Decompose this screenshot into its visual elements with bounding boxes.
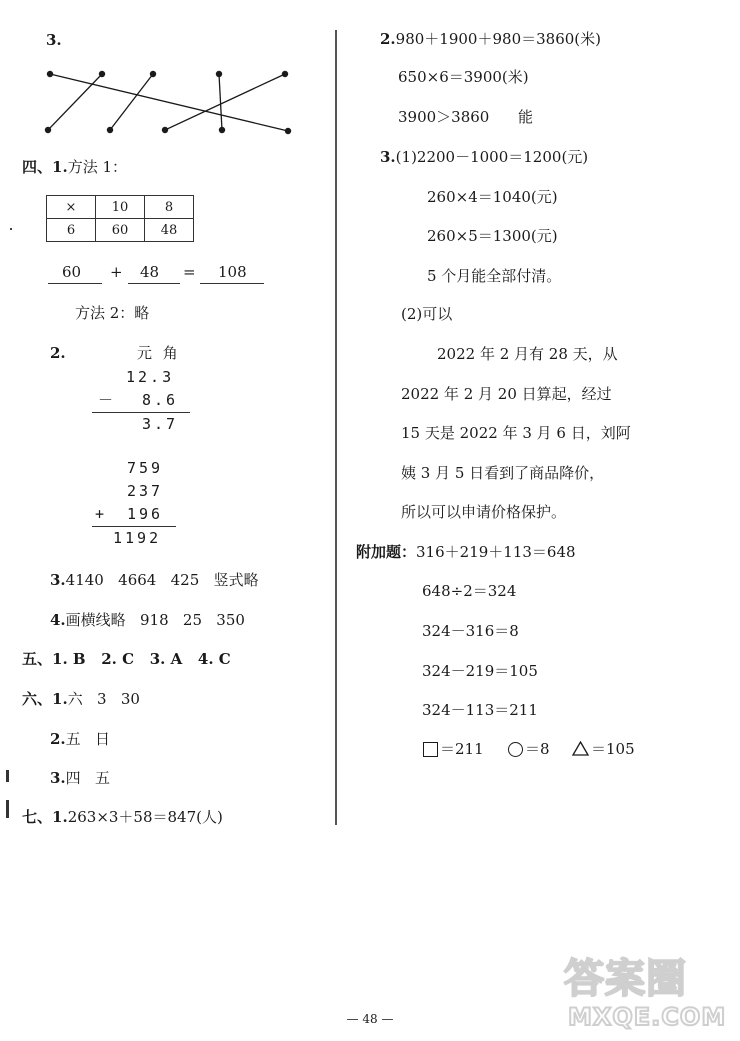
- section-6-question-1: [22, 692, 140, 707]
- matching-connecting-lines: [48, 74, 288, 131]
- underline: [200, 283, 264, 284]
- multiplication-table: [46, 195, 194, 242]
- section-7-heading: 七、: [22, 808, 53, 826]
- question-number: 2.: [50, 730, 66, 748]
- question-2-number: 2.: [50, 344, 66, 362]
- watermark-logo: [560, 945, 730, 1035]
- answer-text: 4140 4664 425 竖式略: [65, 571, 259, 589]
- match-line-2: [48, 74, 102, 130]
- plus-sign: +: [110, 263, 123, 281]
- match-line-1: [50, 74, 288, 131]
- answer-text: (1)2200－1000＝1200(元): [395, 148, 589, 166]
- table-row: [47, 219, 194, 242]
- table-cell: ×: [47, 196, 96, 219]
- calc-line: 260×4＝1040(元): [427, 188, 558, 206]
- square-value: ＝211: [440, 740, 484, 758]
- section-5: [22, 652, 231, 667]
- column-divider: [335, 30, 337, 825]
- units-header: 元 角: [137, 344, 178, 362]
- conclusion-line: 5 个月能全部付清。: [427, 267, 562, 285]
- section-4-question-1: [22, 160, 127, 175]
- right-question-2-line-3: 3900＞3860 能: [398, 108, 533, 126]
- table-cell: 60: [96, 219, 145, 242]
- sum-result: 108: [218, 263, 247, 281]
- question-number: 1.: [52, 808, 68, 826]
- answer-text: 四 五: [65, 769, 110, 787]
- bonus-step: 648÷2＝324: [422, 582, 517, 600]
- answer-text: 980＋1900＋980＝3860(米): [395, 30, 601, 48]
- answer-text: 六 3 30: [67, 690, 140, 708]
- answer-text: 五 日: [65, 730, 110, 748]
- table-cell: 10: [96, 196, 145, 219]
- question-number: 2.: [380, 30, 396, 48]
- section-6-question-2: [50, 732, 110, 747]
- answer-text: 画横线略 918 25 350: [65, 611, 245, 629]
- scan-mark: [6, 800, 9, 818]
- underline: [128, 283, 180, 284]
- page-number: — 48 —: [346, 1012, 394, 1026]
- paragraph-line: 姨 3 月 5 日看到了商品降价，: [401, 464, 605, 482]
- section-5-heading: 五、: [22, 650, 53, 668]
- bonus-heading: 附加题：: [356, 543, 417, 561]
- scan-mark: [10, 228, 12, 230]
- answer-text: 263×3＋58＝847(人): [67, 808, 223, 826]
- bonus-question: [356, 545, 576, 560]
- bonus-step: 324－219＝105: [422, 662, 538, 680]
- matching-lines-diagram: [0, 0, 335, 150]
- question-number: 3.: [380, 148, 396, 166]
- paragraph-line: 2022 年 2 月 20 日算起，经过: [401, 385, 612, 403]
- watermark-title: 答案圈: [564, 956, 687, 1002]
- question-number: 3.: [50, 571, 66, 589]
- total: 1192: [113, 529, 162, 547]
- question-number: 1.: [52, 158, 68, 176]
- question-4-answer: [50, 613, 245, 628]
- underline: [48, 283, 102, 284]
- match-line-4: [219, 74, 222, 130]
- section-6-question-3: [50, 771, 110, 786]
- match-line-5: [165, 74, 285, 130]
- square-icon: [423, 742, 438, 757]
- minus-sign: －: [98, 391, 114, 409]
- bonus-step: 324－316＝8: [422, 622, 519, 640]
- triangle-icon: [572, 741, 589, 756]
- circle-value: ＝8: [525, 740, 550, 758]
- table-row: [47, 196, 194, 219]
- minuend: 12.3: [126, 368, 175, 386]
- circle-icon: [508, 742, 523, 757]
- scan-mark: [6, 770, 9, 782]
- addend-3: 196: [127, 505, 164, 523]
- question-number: 4.: [50, 611, 66, 629]
- part-2-label: (2)可以: [401, 305, 453, 323]
- section-5-answers: 1. B 2. C 3. A 4. C: [52, 650, 231, 668]
- right-question-2-line-2: 650×6＝3900(米): [398, 68, 529, 86]
- paragraph-line: 所以可以申请价格保护。: [401, 503, 567, 521]
- difference: 3.7: [142, 415, 179, 433]
- table-cell: 6: [47, 219, 96, 242]
- subtrahend: 8.6: [142, 391, 179, 409]
- paragraph-line: 2022 年 2 月有 28 天，从: [437, 345, 618, 363]
- q3-matching-number: 3.: [46, 31, 62, 49]
- table-cell: 8: [145, 196, 194, 219]
- right-question-2-line-1: [380, 32, 601, 47]
- calc-line: 260×5＝1300(元): [427, 227, 558, 245]
- question-number: 1.: [52, 690, 68, 708]
- addend-2: 237: [127, 482, 164, 500]
- equals-sign: =: [183, 263, 196, 281]
- plus-sign: +: [95, 505, 105, 523]
- triangle-value: ＝105: [591, 740, 635, 758]
- table-cell: 48: [145, 219, 194, 242]
- sum-line: [92, 526, 176, 527]
- addend-b: 48: [140, 263, 160, 281]
- right-question-3-line-1: [380, 150, 588, 165]
- match-line-3: [110, 74, 153, 130]
- addend-a: 60: [62, 263, 82, 281]
- addend-1: 759: [127, 459, 164, 477]
- method-1-label: 方法 1：: [67, 158, 127, 176]
- paragraph-line: 15 天是 2022 年 3 月 6 日，刘阿: [401, 424, 631, 442]
- section-7-question-1: [22, 810, 223, 825]
- bonus-step: 324－113＝211: [422, 701, 538, 719]
- section-6-heading: 六、: [22, 690, 53, 708]
- question-number: 3.: [50, 769, 66, 787]
- answer-text: 316＋219＋113＝648: [416, 543, 576, 561]
- question-3-answer: [50, 573, 259, 588]
- section-4-heading: 四、: [22, 158, 53, 176]
- sum-line: [92, 412, 190, 413]
- method-2-text: 方法 2：略: [75, 304, 150, 322]
- watermark-url: MXQE.COM: [568, 1003, 727, 1031]
